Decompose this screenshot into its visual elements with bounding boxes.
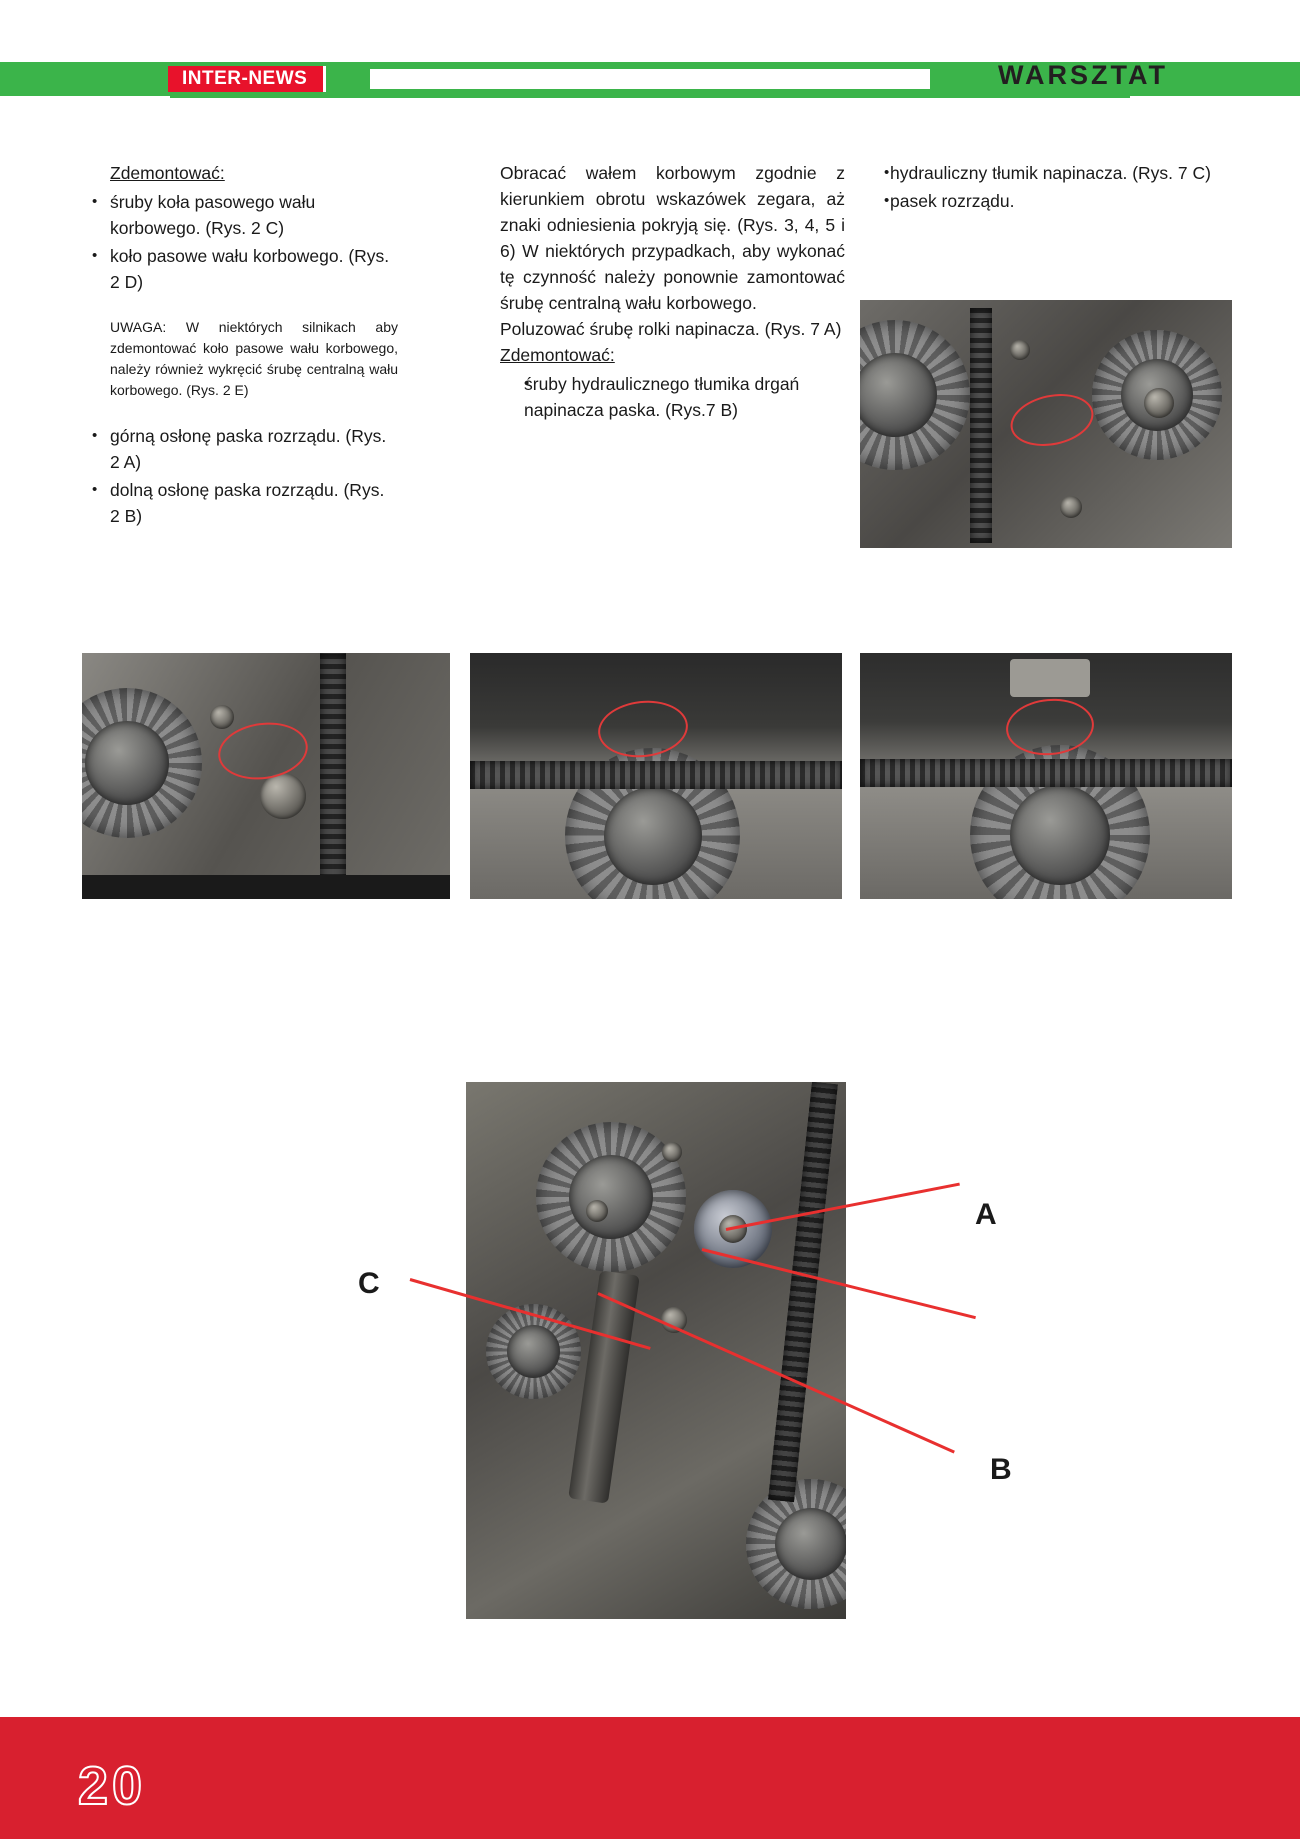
list-item: • hydrauliczny tłumik napinacza. (Rys. 7 C) <box>860 160 1235 186</box>
figure-photo-timing-marks-1 <box>470 653 842 899</box>
column1-bullet-list-2 <box>68 423 398 529</box>
header-rule <box>170 95 1130 98</box>
column2-paragraph-2: Poluzować śrubę rolki napinacza. (Rys. 7 A) <box>500 319 842 339</box>
list-item: • górną osłonę paska rozrządu. (Rys. 2 A) <box>68 423 398 475</box>
page-header <box>0 0 1300 112</box>
figure-photo-tensioner-damper <box>466 1082 846 1619</box>
brand-badge: INTER-NEWS <box>168 66 326 92</box>
column1-heading: Zdemontować: <box>110 163 225 183</box>
figure-photo-timing-marks-2 <box>860 653 1232 899</box>
figure-photo-tensioner <box>860 300 1232 548</box>
callout-label-c: C <box>358 1267 380 1300</box>
list-item: • śruby hydraulicznego tłumika drgań napinacza paska. (Rys.7 B) <box>500 371 845 423</box>
callout-label-a: A <box>975 1198 997 1231</box>
list-item: • dolną osłonę paska rozrządu. (Rys. 2 B) <box>68 477 398 529</box>
column1-note: UWAGA: W niektórych silnikach aby zdemontować koło pasowe wału korbowego, należy również wykręcić śrubę centralną wału korbowego. (Rys. 2 E) <box>110 319 398 398</box>
column2-bullet-list <box>500 371 845 423</box>
column1-bullet-list <box>68 189 398 295</box>
section-title: WARSZTAT <box>998 60 1168 90</box>
column2-heading: Zdemontować: <box>500 345 615 365</box>
column2-paragraph-1: Obracać wałem korbowym zgodnie z kierunkiem obrotu wskazówek zegara, aż znaki odniesienia pokryją się. (Rys. 3, 4, 5 i 6) W niektórych przypadkach, aby wykonać tę czynność należy ponownie zamontować śrubę centralną wału korbowego. <box>500 163 845 313</box>
text-column-3 <box>860 160 1235 216</box>
list-item: • śruby koła pasowego wału korbowego. (Rys. 2 C) <box>68 189 398 241</box>
callout-label-b: B <box>990 1453 1012 1486</box>
page-number: 20 <box>78 1756 147 1816</box>
list-item: • pasek rozrządu. <box>860 188 1235 214</box>
list-item: • koło pasowe wału korbowego. (Rys. 2 D) <box>68 243 398 295</box>
header-white-gap <box>370 69 930 89</box>
text-column-1 <box>68 160 398 531</box>
text-column-2 <box>500 160 845 425</box>
column3-bullet-list <box>860 160 1235 214</box>
figure-photo-crank-pulley <box>82 653 450 899</box>
page-footer <box>0 1717 1300 1839</box>
